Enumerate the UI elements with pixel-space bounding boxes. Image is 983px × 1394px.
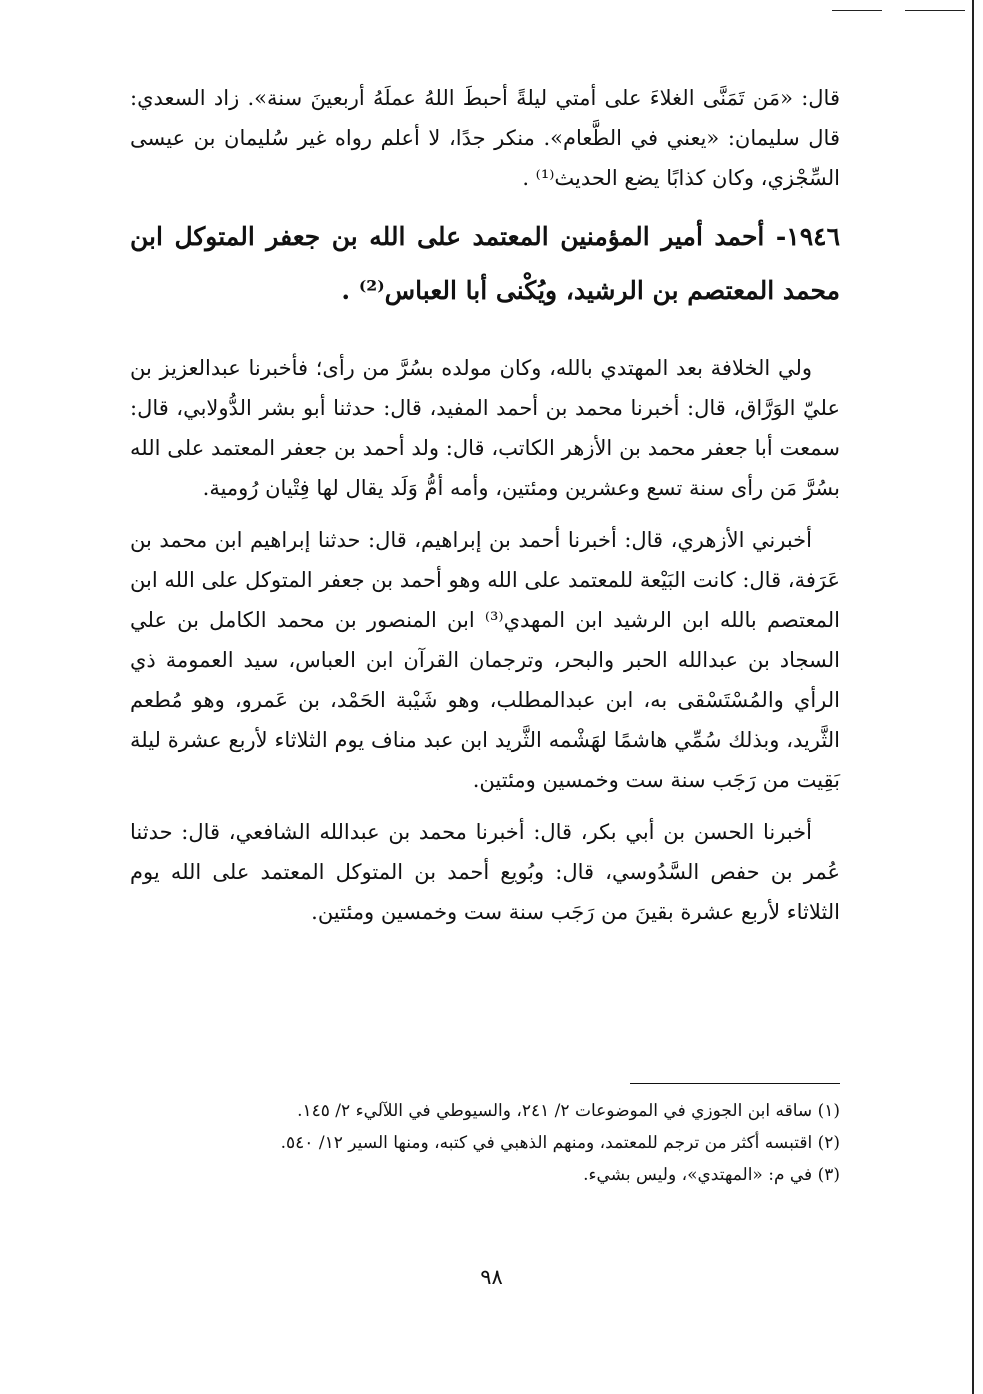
scan-border-line	[972, 0, 974, 1394]
paragraph-lineage: أخبرني الأزهري، قال: أخبرنا أحمد بن إبراهيم، قال: حدثنا إبراهيم ابن محمد بن عَرَفة، قال: كانت البَيْعة للمعتمد على الله وهو أحمد بن جعفر المتوكل على الله ابن المعتصم بالله ابن الرشيد ابن المهدي⁽³⁾ ابن المنصور بن محمد الكامل بن علي السجاد بن عبدالله الحبر والبحر، وترجمان القرآن ابن العباس، سيد العمومة ذي الرأي والمُسْتَسْقى به، ابن عبدالمطلب، وهو شَيْبة الحَمْد، بن عَمرو، وهو مُطعم الثَّريد، وبذلك سُمِّي هاشمًا لهَشْمه الثَّريد ابن عبد مناف يوم الثلاثاء لأربع عشرة ليلة بَقِيت من رَجَب سنة ست وخمسين ومئتين.	[130, 528, 840, 792]
footnotes	[130, 1095, 840, 1191]
footnote-separator	[630, 1083, 840, 1084]
page-number: ٩٨	[480, 1265, 503, 1289]
footnote-1: (١) ساقه ابن الجوزي في الموضوعات ٢/ ٢٤١، والسيوطي في اللآليء ٢/ ١٤٥.	[297, 1101, 840, 1121]
entry-title: ١٩٤٦- أحمد أمير المؤمنين المعتمد على الله بن جعفر المتوكل ابن محمد المعتصم بن الرشيد، ويُكْنى أبا العباس⁽²⁾ .	[130, 222, 840, 305]
paragraph-oath: أخبرنا الحسن بن أبي بكر، قال: أخبرنا محمد بن عبدالله الشافعي، قال: حدثنا عُمر بن حفص السَّدُوسي، قال: وبُويع أحمد بن المتوكل المعتمد على الله يوم الثلاثاء لأربع عشرة بقينَ من رَجَب سنة ست وخمسين ومئتين.	[130, 820, 840, 924]
paragraph-hadith: قال: «مَن تَمَنَّى الغلاءَ على أمتي ليلةً أحبطَ اللهُ عملَهُ أربعينَ سنة». زاد السعدي: قال سليمان: «يعني في الطَّعام». منكر جدًا، لا أعلم رواه غير سُليمان بن عيسى السِّجْزي، وكان كذابًا يضع الحديث⁽¹⁾ .	[130, 86, 840, 190]
page-body	[130, 78, 840, 944]
scan-border-line	[832, 10, 882, 11]
footnote-2: (٢) اقتبسه أكثر من ترجم للمعتمد، ومنهم الذهبي في كتبه، ومنها السير ١٢/ ٥٤٠.	[280, 1133, 840, 1153]
paragraph-reign: ولي الخلافة بعد المهتدي بالله، وكان مولده بسُرَّ من رأى؛ فأخبرنا عبدالعزيز بن عليّ الوَرَّاق، قال: أخبرنا محمد بن أحمد المفيد، قال: حدثنا أبو بشر الدُّولابي، قال: سمعت أبا جعفر محمد بن الأزهر الكاتب، قال: ولد أحمد بن جعفر المعتمد على الله بسُرَّ مَن رأى سنة تسع وعشرين ومئتين، وأمه أمُّ وَلَد يقال لها فِتْيان رُومية.	[130, 356, 840, 500]
scan-border-line	[905, 10, 965, 11]
footnote-3: (٣) في م: «المهتدي»، وليس بشيء.	[583, 1165, 840, 1185]
